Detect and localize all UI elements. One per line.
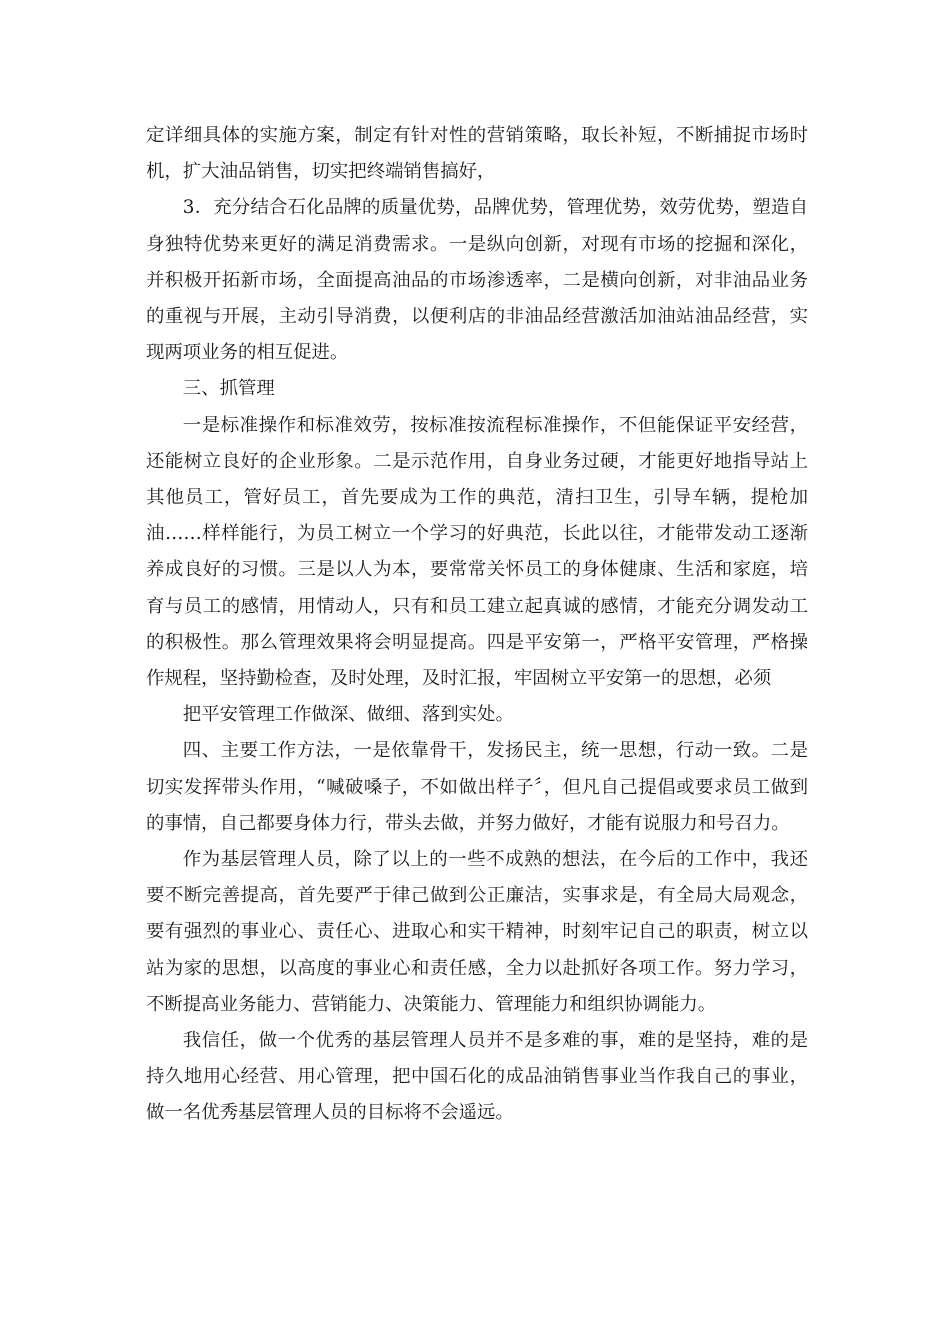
paragraph-conclusion: 我信任，做一个优秀的基层管理人员并不是多难的事，难的是坚持，难的是持久地用心经营、用心管理，把中国石化的成品油销售事业当作我自己的事业，做一名优秀基层管理人员的目标将不会遥远。 xyxy=(146,1030,808,1124)
paragraph-continuation: 定详细具体的实施方案，制定有针对性的营销策略，取长补短，不断捕捉市场时机，扩大油品销售，切实把终端销售搞好， xyxy=(146,125,808,183)
paragraph-safety: 把平安管理工作做深、做细、落到实处。 xyxy=(182,704,514,726)
paragraph-self-improvement: 作为基层管理人员，除了以上的一些不成熟的想法，在今后的工作中，我还要不断完善提高，首先要严于律己做到公正廉洁，实事求是，有全局大局观念，要有强烈的事业心、责任心、进取心和实干精神，时刻牢记自己的职责，树立以站为家的思想，以高度的事业心和责任感，全力以赴抓好各项工作。努力学习，不断提高业务能力、营销能力、决策能力、管理能力和组织协调能力。 xyxy=(146,849,808,1015)
section-heading-management: 三、抓管理 xyxy=(182,378,275,400)
paragraph-item-3: 3．充分结合石化品牌的质量优势，品牌优势，管理优势，效劳优势，塑造自身独特优势来更好的满足消费需求。一是纵向创新，对现有市场的挖掘和深化，并积极开拓新市场，全面提高油品的市场渗透率，二是横向创新，对非油品业务的重视与开展，主动引导消费，以便利店的非油品经营激活加油站油品经营，实现两项业务的相互促进。 xyxy=(146,197,808,364)
paragraph-work-methods: 四、主要工作方法，一是依靠骨干，发扬民主，统一思想，行动一致。二是切实发挥带头作用，“喊破嗓子，不如做出样子〞，但凡自己提倡或要求员工做到的事情，自己都要身体力行，带头去做，并努力做好，才能有说服力和号召力。 xyxy=(146,740,808,834)
paragraph-management: 一是标准操作和标准效劳，按标准按流程标准操作，不但能保证平安经营，还能树立良好的企业形象。二是示范作用，自身业务过硬，才能更好地指导站上其他员工，管好员工，首先要成为工作的典范，清扫卫生，引导车辆，提枪加油……样样能行，为员工树立一个学习的好典范，长此以往，才能带发动工逐渐养成良好的习惯。三是以人为本，要常常关怀员工的身体健康、生活和家庭，培育与员工的感情，用情动人，只有和员工建立起真诚的感情，才能充分调发动工的积极性。那么管理效果将会明显提高。四是平安第一，严格平安管理，严格操作规程，坚持勤检查，及时处理，及时汇报，牢固树立平安第一的思想，必须 xyxy=(146,414,808,690)
document-body xyxy=(146,118,808,1132)
